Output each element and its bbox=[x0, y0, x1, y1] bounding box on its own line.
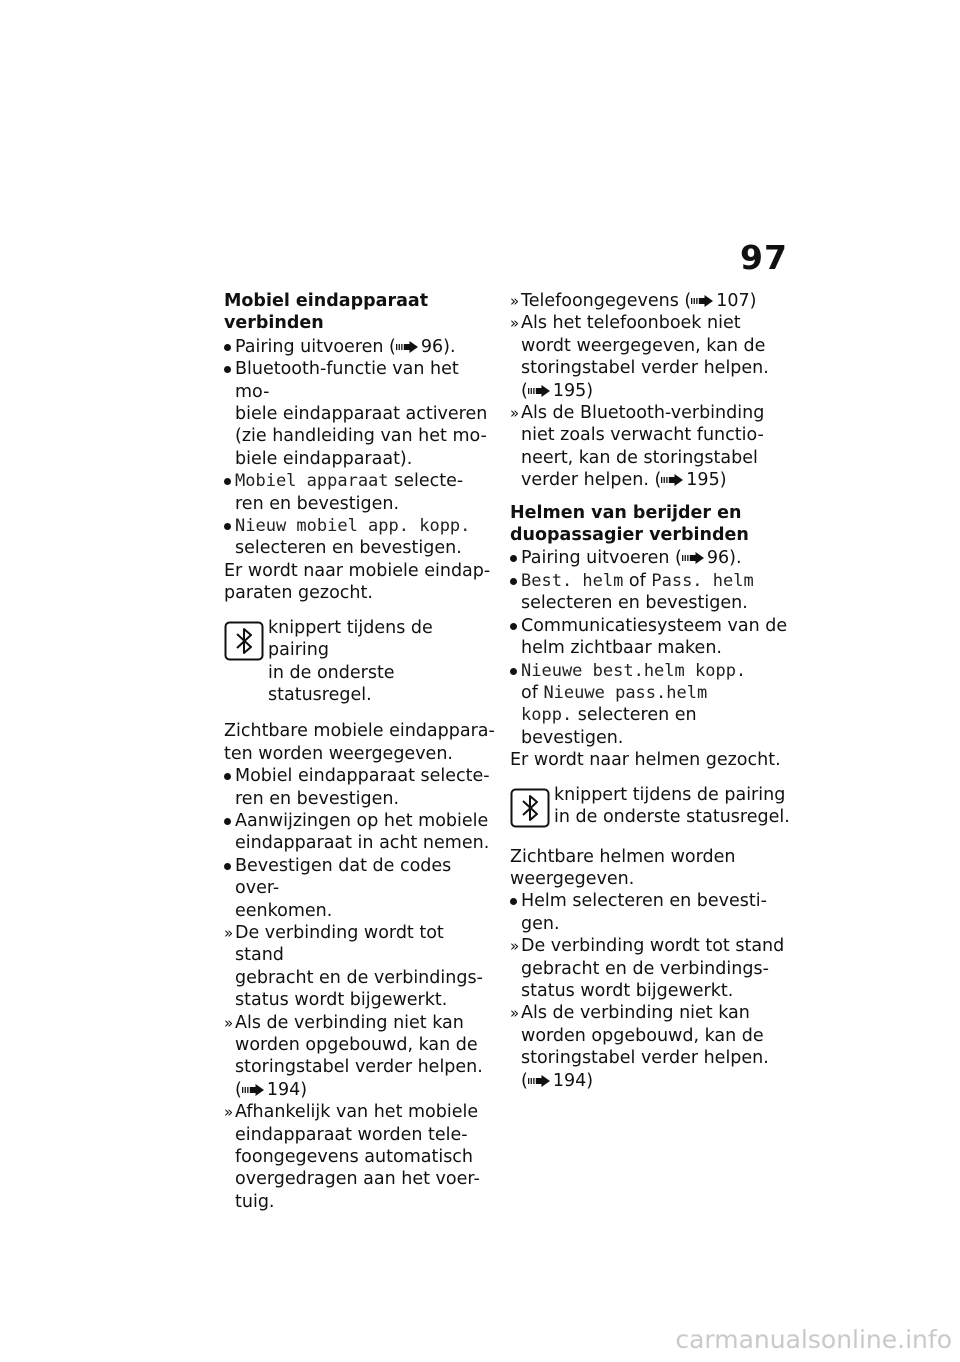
result-marker: » bbox=[224, 1013, 234, 1032]
page-reference[interactable]: 107 bbox=[716, 291, 750, 311]
bluetooth-note bbox=[510, 784, 790, 832]
left-column bbox=[224, 290, 496, 1213]
page-reference[interactable]: 195 bbox=[686, 470, 720, 491]
item-text: biele eindapparaat). bbox=[235, 448, 413, 469]
list-item bbox=[510, 660, 790, 750]
item-text: Als de verbinding niet kan bbox=[521, 1003, 750, 1024]
section-heading-mobile bbox=[224, 290, 496, 335]
list-item bbox=[510, 890, 790, 935]
item-text: ) bbox=[749, 291, 757, 311]
bullet-icon bbox=[224, 773, 231, 780]
paragraph-text: Zichtbare helmen worden bbox=[510, 846, 736, 867]
item-text: overgedragen aan het voer- bbox=[235, 1169, 480, 1190]
item-text: De verbinding wordt tot stand bbox=[235, 922, 444, 966]
bullet-icon bbox=[510, 623, 517, 630]
item-text: selecteren en bbox=[572, 705, 697, 726]
bullet-icon bbox=[510, 555, 517, 562]
list-item bbox=[224, 855, 496, 922]
note-text: in de onderste statusregel. bbox=[268, 662, 395, 705]
item-text: gen. bbox=[521, 913, 560, 934]
result-item bbox=[224, 1101, 496, 1213]
result-item: » Als de verbinding niet kan worden opgebouwd, kan de storingstabel verder helpen. ( 194) bbox=[224, 1012, 496, 1102]
paragraph bbox=[224, 560, 496, 605]
page-reference[interactable]: 96 bbox=[420, 336, 444, 357]
item-text: biele eindapparaat activeren bbox=[235, 404, 488, 425]
item-text: verder helpen. bbox=[521, 470, 649, 491]
reference-arrow-icon bbox=[528, 1075, 550, 1087]
page-reference[interactable]: 194 bbox=[266, 1079, 301, 1100]
item-text: of bbox=[521, 682, 544, 703]
list-item bbox=[224, 810, 496, 855]
item-text: Bevestigen dat de codes over- bbox=[235, 855, 452, 899]
result-marker: » bbox=[510, 1004, 520, 1023]
result-item bbox=[224, 922, 496, 1012]
paragraph-text: ten worden weergegeven. bbox=[224, 743, 453, 764]
result-item: » Als de Bluetooth-verbinding niet zoals verwacht functio- neert, kan de storingstabel verder helpen. ( 195) bbox=[510, 402, 790, 492]
item-text: Aanwijzingen op het mobiele bbox=[235, 810, 489, 831]
menu-option-text: Nieuwe best.helm kopp. bbox=[521, 660, 747, 681]
bluetooth-icon bbox=[510, 788, 550, 828]
heading-line: verbinden bbox=[224, 313, 324, 334]
paragraph-text: Er wordt naar helmen gezocht. bbox=[510, 750, 781, 771]
item-text: Als het telefoonboek niet bbox=[521, 313, 741, 334]
menu-option-text: kopp. bbox=[521, 705, 573, 726]
item-text: Afhankelijk van het mobiele bbox=[235, 1102, 479, 1123]
note-text: in de onderste statusregel. bbox=[554, 806, 790, 827]
result-marker: » bbox=[510, 937, 520, 956]
item-text: niet zoals verwacht functio- bbox=[521, 425, 764, 446]
menu-option-text: Nieuw mobiel app. kopp. bbox=[235, 516, 471, 537]
heading-line: duopassagier verbinden bbox=[510, 525, 749, 546]
list-item bbox=[224, 765, 496, 810]
item-text: bevestigen. bbox=[521, 727, 624, 748]
list-item bbox=[224, 515, 496, 560]
result-marker: » bbox=[224, 1103, 234, 1122]
item-text: Als de Bluetooth-verbinding bbox=[521, 403, 765, 424]
item-text: De verbinding wordt tot stand bbox=[521, 936, 785, 957]
note-text: knippert tijdens de pairing bbox=[268, 617, 433, 661]
item-text: (zie handleiding van het mo- bbox=[235, 426, 487, 447]
right-column bbox=[510, 290, 790, 1092]
item-text: wordt weergegeven, kan de bbox=[521, 335, 766, 356]
paragraph bbox=[510, 749, 790, 771]
bullet-icon bbox=[510, 578, 517, 585]
item-text: ). bbox=[729, 548, 742, 569]
reference-arrow-icon bbox=[396, 341, 418, 353]
item-text: Helm selecteren en bevesti- bbox=[521, 891, 767, 912]
result-item bbox=[510, 935, 790, 1002]
item-text: Communicatiesysteem van de bbox=[521, 615, 788, 636]
item-text: of bbox=[623, 570, 652, 591]
page-reference[interactable]: 194 bbox=[552, 1070, 587, 1091]
item-text: eenkomen. bbox=[235, 900, 333, 921]
paragraph-text: Er wordt naar mobiele eindap- bbox=[224, 560, 491, 581]
item-text: status wordt bijgewerkt. bbox=[521, 980, 734, 1001]
result-marker: » bbox=[224, 923, 234, 942]
item-text: worden opgebouwd, kan de bbox=[521, 1025, 764, 1046]
menu-option-text: Pass. helm bbox=[651, 570, 754, 591]
bullet-icon bbox=[224, 366, 231, 373]
reference-arrow-icon bbox=[528, 385, 550, 397]
item-text: eindapparaat in acht nemen. bbox=[235, 833, 490, 854]
page-reference[interactable]: 195 bbox=[552, 380, 587, 401]
result-marker: » bbox=[510, 292, 520, 310]
item-text: helm zichtbaar maken. bbox=[521, 638, 722, 659]
list-item bbox=[510, 570, 790, 615]
item-text: ). bbox=[443, 336, 456, 357]
note-text: knippert tijdens de pairing bbox=[554, 784, 786, 805]
item-text: worden opgebouwd, kan de bbox=[235, 1035, 478, 1055]
item-text: ren en bevestigen. bbox=[235, 788, 400, 809]
result-item: » Als het telefoonboek niet wordt weergegeven, kan de storingstabel verder helpen. ( 195) bbox=[510, 312, 790, 402]
item-text: storingstabel verder helpen. bbox=[521, 358, 769, 379]
bullet-icon bbox=[224, 863, 231, 870]
result-item bbox=[510, 290, 790, 312]
paragraph-text: paraten gezocht. bbox=[224, 583, 373, 604]
item-text: Pairing uitvoeren ( bbox=[235, 336, 396, 357]
reference-arrow-icon bbox=[691, 295, 713, 307]
reference-arrow-icon bbox=[682, 552, 704, 564]
item-text: Als de verbinding niet kan bbox=[235, 1012, 464, 1033]
menu-option-text: Nieuwe pass.helm bbox=[543, 682, 708, 703]
item-text: neert, kan de storingstabel bbox=[521, 447, 758, 468]
list-item bbox=[224, 358, 496, 470]
item-text: tuig. bbox=[235, 1191, 275, 1212]
menu-option-text: Best. helm bbox=[521, 570, 624, 591]
page-reference[interactable]: 96 bbox=[706, 548, 730, 569]
paragraph bbox=[510, 846, 790, 891]
item-text: gebracht en de verbindings- bbox=[521, 958, 769, 979]
item-text: Bluetooth-functie van het mo- bbox=[235, 359, 459, 402]
item-text: Telefoongegevens ( bbox=[521, 291, 692, 311]
bullet-icon bbox=[510, 668, 517, 675]
item-text: Pairing uitvoeren ( bbox=[521, 548, 682, 569]
item-text: Mobiel eindapparaat selecte- bbox=[235, 766, 490, 787]
bluetooth-icon bbox=[224, 621, 264, 661]
heading-line: Mobiel eindapparaat bbox=[224, 291, 429, 311]
result-marker: » bbox=[510, 314, 520, 333]
result-item: » Als de verbinding niet kan worden opgebouwd, kan de storingstabel verder helpen. ( 194) bbox=[510, 1002, 790, 1092]
bullet-icon bbox=[224, 523, 231, 530]
item-text: selecte- bbox=[388, 471, 464, 492]
item-text: storingstabel verder helpen. bbox=[235, 1057, 483, 1078]
bullet-icon bbox=[510, 898, 517, 905]
item-text: ren en bevestigen. bbox=[235, 493, 400, 514]
item-text: selecteren en bevestigen. bbox=[521, 593, 748, 614]
heading-line: Helmen van berijder en bbox=[510, 502, 742, 523]
list-item bbox=[224, 336, 496, 358]
item-text: selecteren en bevestigen. bbox=[235, 538, 462, 559]
item-text: status wordt bijgewerkt. bbox=[235, 990, 448, 1011]
item-text: storingstabel verder helpen. bbox=[521, 1048, 769, 1069]
bullet-icon bbox=[224, 344, 231, 351]
list-item bbox=[510, 547, 790, 569]
paragraph-text: weergegeven. bbox=[510, 868, 635, 889]
item-text: foongegevens automatisch bbox=[235, 1147, 474, 1168]
reference-arrow-icon bbox=[661, 474, 683, 486]
list-item bbox=[510, 615, 790, 660]
menu-option-text: Mobiel apparaat bbox=[235, 471, 389, 492]
list-item bbox=[224, 470, 496, 515]
bluetooth-note bbox=[224, 617, 496, 707]
bullet-icon bbox=[224, 818, 231, 825]
reference-arrow-icon bbox=[242, 1084, 264, 1096]
item-text: eindapparaat worden tele- bbox=[235, 1124, 468, 1145]
item-text: gebracht en de verbindings- bbox=[235, 967, 483, 988]
section-heading-helmets bbox=[510, 502, 790, 547]
result-marker: » bbox=[510, 404, 520, 423]
paragraph bbox=[224, 720, 496, 765]
page-number: 97 bbox=[740, 238, 788, 277]
paragraph-text: Zichtbare mobiele eindappara- bbox=[224, 721, 495, 742]
bullet-icon bbox=[224, 478, 231, 485]
watermark: carmanualsonline.info bbox=[675, 1325, 952, 1354]
